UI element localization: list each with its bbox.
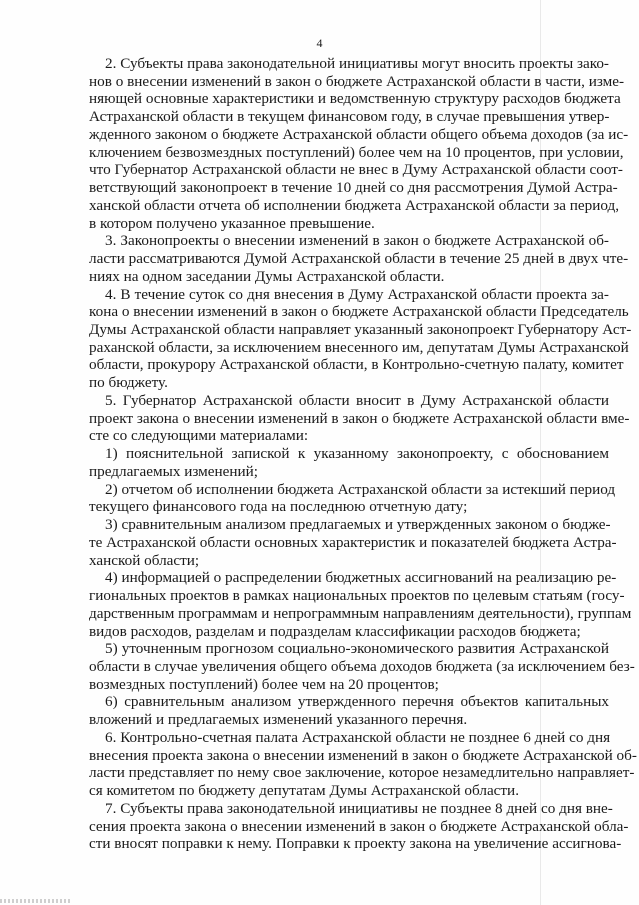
text-line: 4) информацией о распределении бюджетных ассигнований на реализацию ре- xyxy=(105,569,617,587)
text-line: ласти рассматриваются Думой Астраханской области в течение 25 дней в двух чте- xyxy=(89,250,629,268)
text-line: те Астраханской области основных характеристик и показателей бюджета Астра- xyxy=(89,533,617,551)
text-line: 3) сравнительным анализом предлагаемых и утвержденных законом о бюдже- xyxy=(105,516,611,534)
text-line: 7. Субъекты права законодательной инициативы не позднее 8 дней со дня вне- xyxy=(105,799,613,817)
text-line: в котором получено указанное превышение. xyxy=(89,214,375,232)
text-line: 5. Губернатор Астраханской области вносит в Думу Астраханской области xyxy=(105,391,609,409)
text-line: ханской области отчета об исполнении бюджета Астраханской области за период, xyxy=(89,196,620,214)
text-line: по бюджету. xyxy=(89,374,168,392)
text-line: Астраханской области в текущем финансовом году, в случае превышения утвер- xyxy=(89,108,610,126)
text-line: что Губернатор Астраханской области не внес в Думу Астраханской области соот- xyxy=(89,161,623,179)
text-line: ветствующий законопроект в течение 10 дней со дня рассмотрения Думой Астра- xyxy=(89,179,618,197)
text-line: ласти представляет по нему свое заключение, которое незамедлительно направляет- xyxy=(89,764,635,782)
document-body xyxy=(89,55,637,853)
text-line: Думы Астраханской области направляет указанный законопроект Губернатору Аст- xyxy=(89,321,632,339)
text-line: жденного законом о бюджете Астраханской области общего объема доходов (за ис- xyxy=(89,125,629,143)
text-line: 2) отчетом об исполнении бюджета Астраханской области за истекший период xyxy=(105,480,616,498)
text-line: нов о внесении изменений в закон о бюджете Астраханской области в части, изме- xyxy=(89,72,625,90)
text-line: 6) сравнительным анализом утвержденного перечня объектов капитальных xyxy=(105,693,609,711)
text-line: 5) уточненным прогнозом социально-экономического развития Астраханской xyxy=(105,640,609,658)
text-line: области, прокурору Астраханской области, в Контрольно-счетную палату, комитет xyxy=(89,356,624,374)
text-line: области в случае увеличения общего объема доходов бюджета (за исключением без- xyxy=(89,657,635,675)
text-line: 2. Субъекты права законодательной инициативы могут вносить проекты зако- xyxy=(105,55,609,72)
text-line: текущего финансового года на последнюю отчетную дату; xyxy=(89,498,468,516)
text-line: сте со следующими материалами: xyxy=(89,427,309,445)
text-line: ниях на одном заседании Думы Астраханской области. xyxy=(89,267,445,285)
text-line: сти вносят поправки к нему. Поправки к проекту закона на увеличение ассигнова- xyxy=(89,835,622,853)
text-line: предлагаемых изменений; xyxy=(89,462,258,480)
text-line: вложений и предлагаемых изменений указанного перечня. xyxy=(89,711,468,729)
scan-edge-mark xyxy=(0,899,70,903)
text-line: ханской области; xyxy=(89,551,200,569)
text-line: кона о внесении изменений в закон о бюджете Астраханской области Председатель xyxy=(89,303,629,321)
text-line: ключением безвозмездных поступлений) более чем на 10 процентов, при условии, xyxy=(89,143,624,161)
text-line: проект закона о внесении изменений в закон о бюджете Астраханской области вме- xyxy=(89,409,630,427)
text-line: раханской области, за исключением внесенного им, депутатам Думы Астраханской xyxy=(89,338,629,356)
text-line: ся комитетом по бюджету депутатам Думы Астраханской области. xyxy=(89,782,519,800)
text-line: 3. Законопроекты о внесении изменений в закон о бюджете Астраханской об- xyxy=(105,232,609,250)
page-number: 4 xyxy=(316,36,323,50)
text-line: возмездных поступлений) более чем на 20 процентов; xyxy=(89,675,439,693)
text-line: 6. Контрольно-счетная палата Астраханской области не позднее 6 дней со дня xyxy=(105,728,611,746)
text-line: гиональных проектов в рамках национальных проектов по целевым статьям (госу- xyxy=(89,587,625,605)
text-line: 1) пояснительной запиской к указанному законопроекту, с обоснованием xyxy=(105,445,609,463)
text-line: видов расходов, разделам и подразделам классификации расходов бюджета; xyxy=(89,622,581,640)
text-line: внесения проекта закона о внесении изменений в закон о бюджете Астраханской об- xyxy=(89,746,637,764)
text-line: дарственным программам и непрограммным направлениям деятельности), группам xyxy=(89,604,632,622)
text-line: няющей основные характеристики и ведомственную структуру расходов бюджета xyxy=(89,90,621,108)
text-line: сения проекта закона о внесении изменений в закон о бюджете Астраханской обла- xyxy=(89,817,629,835)
text-line: 4. В течение суток со дня внесения в Думу Астраханской области проекта за- xyxy=(105,285,609,303)
